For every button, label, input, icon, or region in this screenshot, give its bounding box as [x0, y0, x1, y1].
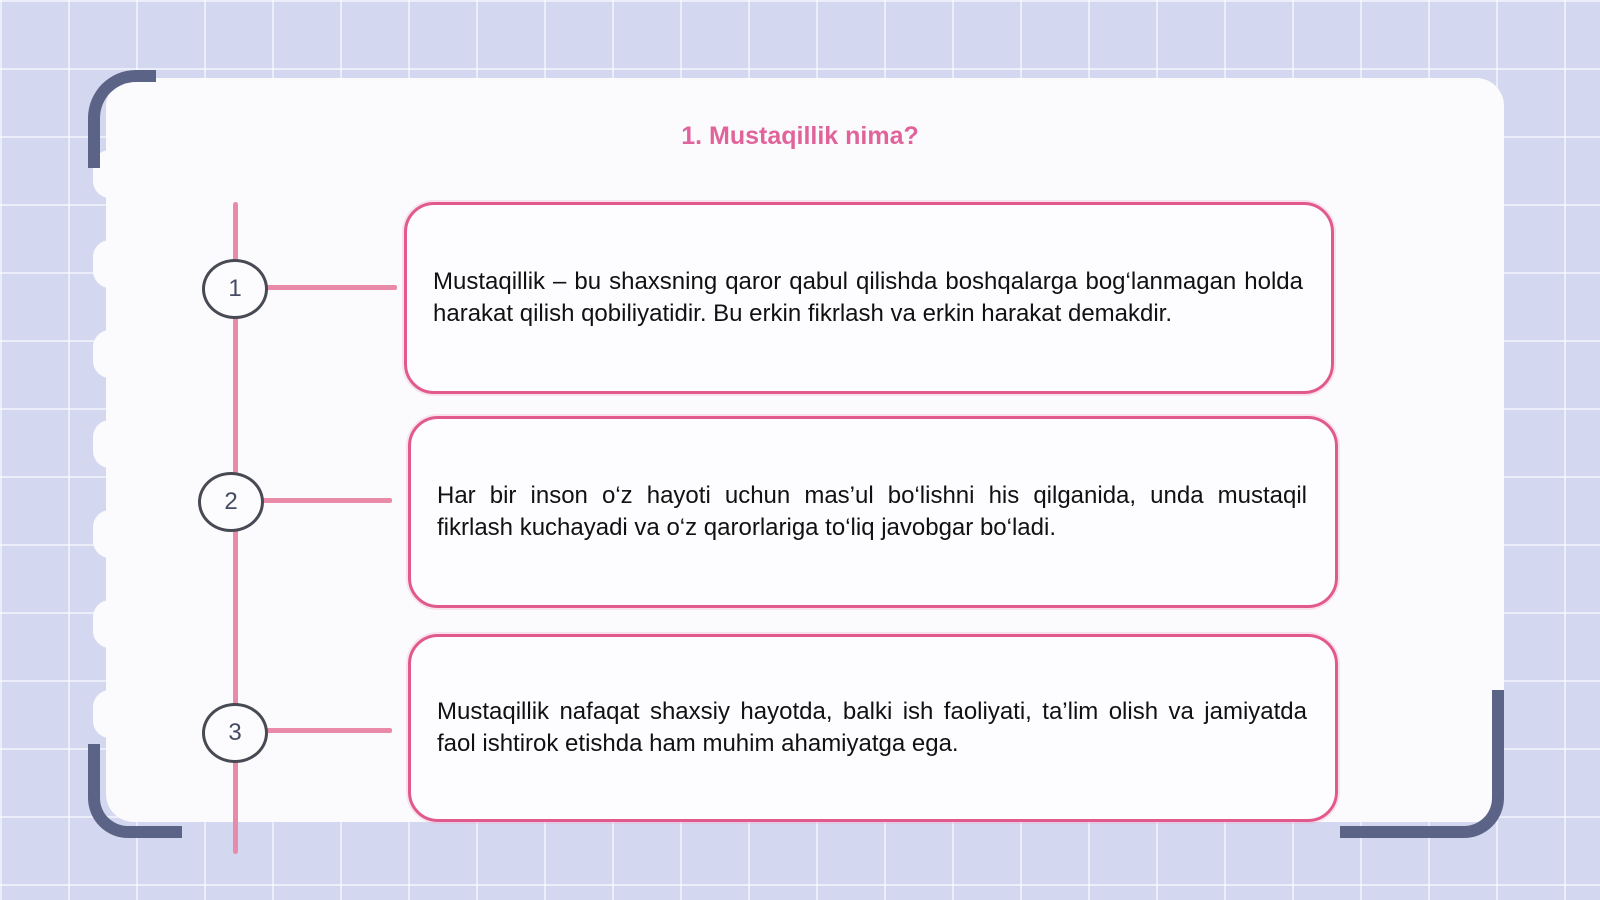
frame-corner-bottom-right: [1340, 690, 1504, 838]
paper-edge-scallop: [93, 330, 127, 378]
timeline-connector-2: [258, 498, 392, 503]
card-text-3: Mustaqillik nafaqat shaxsiy hayotda, balki ish faoliyati, ta’lim olish va jamiyatda faol ishtirok etishda ham muhim ahamiyatga ega.: [437, 698, 1307, 757]
timeline-connector-3: [262, 728, 392, 733]
timeline-connector-1: [262, 285, 397, 290]
step-number-3: 3: [202, 703, 268, 763]
frame-corner-top-left: [88, 70, 156, 168]
card-text-2: Har bir inson o‘z hayoti uchun mas’ul bo‘lishni his qilganida, unda mustaqil fikrlash kuchayadi va o‘z qarorlariga to‘liq javobgar bo‘ladi.: [437, 482, 1307, 541]
step-number-2: 2: [198, 472, 264, 532]
step-number-1: 1: [202, 259, 268, 319]
frame-corner-bottom-left: [88, 744, 182, 838]
paper-edge-scallop: [93, 240, 127, 288]
content-card-2: [408, 416, 1338, 608]
card-text-1: Mustaqillik – bu shaxsning qaror qabul qilishda boshqalarga bog‘lanmagan holda harakat qilish qobiliyatidir. Bu erkin fikrlash va erkin harakat demakdir.: [433, 268, 1303, 327]
paper-edge-scallop: [93, 510, 127, 558]
paper-edge-scallop: [93, 600, 127, 648]
slide-title: 1. Mustaqillik nima?: [681, 122, 919, 150]
content-card-1: [404, 202, 1334, 394]
paper-edge-scallop: [93, 420, 127, 468]
content-card-3: [408, 634, 1338, 822]
paper-edge-scallop: [93, 690, 127, 738]
